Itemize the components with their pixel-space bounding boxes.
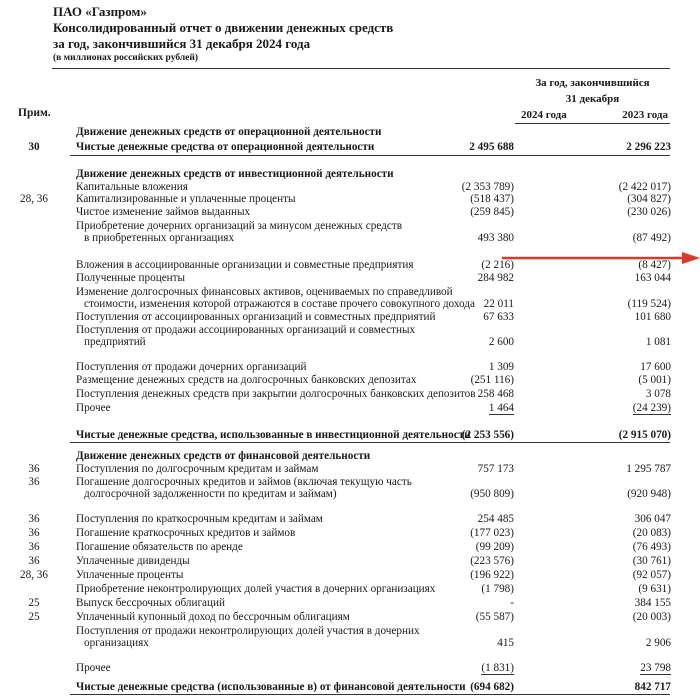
value-2023: 1 081: [645, 336, 671, 348]
value-2023: (119 524): [627, 298, 671, 310]
year-2023-header: 2023 года: [622, 109, 668, 121]
row-label: Погашение обязательств по аренде: [76, 541, 243, 553]
red-arrow-icon: [502, 252, 700, 264]
company-name: ПАО «Газпром»: [53, 4, 147, 19]
row-label: Поступления от продажи дочерних организаций: [76, 361, 307, 373]
value-2024: (259 845): [470, 206, 514, 218]
value-2024: 22 011: [483, 298, 514, 310]
note-ref: 36: [28, 476, 40, 488]
value-2023: 23 798: [640, 662, 671, 674]
units-note: (в миллионах российских рублей): [53, 53, 199, 63]
row-label: Выпуск бессрочных облигаций: [76, 597, 225, 609]
period-header-line1: За год, закончившийся: [535, 77, 650, 89]
note-column-header: Прим.: [18, 107, 51, 119]
note-ref: 28, 36: [20, 193, 48, 205]
value-2024: (1 798): [481, 583, 514, 595]
value-2024: 2 600: [488, 336, 514, 348]
value-2023: (24 239): [632, 402, 671, 414]
row-label: Погашение долгосрочных кредитов и займов (включая текущую часть долгосрочной задолженности по кредитам и займам): [76, 476, 412, 501]
row-label: Изменение долгосрочных финансовых активов, оцениваемых по справедливой стоимости, изменения которой отражаются в составе прочего совокупного дохода: [76, 286, 475, 311]
value-2023: 101 680: [634, 311, 671, 323]
value-2023: 306 047: [634, 513, 671, 525]
value-2024: (251 116): [470, 374, 514, 386]
row-label: Поступления от ассоциированных организаций и совместных предприятий: [76, 311, 436, 323]
row-label: Уплаченные дивиденды: [76, 555, 190, 567]
row-label: Полученные проценты: [76, 272, 186, 284]
note-ref: 36: [28, 555, 40, 567]
value-2024: (223 576): [470, 555, 514, 567]
note-ref: 25: [28, 611, 40, 623]
value-2023: 2 906: [645, 637, 671, 649]
value-2024: (2 216): [481, 259, 514, 271]
value-2023: 163 044: [634, 272, 671, 284]
value-2023: (5 001): [638, 374, 671, 386]
report-title: Консолидированный отчет о движении денежных средств: [53, 20, 394, 35]
investing-total-rule: [70, 442, 670, 443]
value-2023: (76 493): [632, 541, 671, 553]
row-label: Приобретение дочерних организаций за минусом денежных средств в приобретенных организациях: [76, 220, 402, 245]
value-2024: (1 831): [481, 662, 514, 674]
period-header-line2: 31 декабря: [565, 93, 620, 105]
value-2023: (230 026): [627, 206, 671, 218]
value-2023: 3 078: [645, 388, 671, 400]
year-header-row: [515, 109, 670, 124]
value-2023: 384 155: [634, 597, 671, 609]
row-label: Размещение денежных средств на долгосрочных банковских депозитах: [76, 374, 417, 386]
value-2024: (2 353 789): [461, 181, 514, 193]
financing-total-rule: [70, 694, 670, 695]
value-2024: (196 922): [470, 569, 514, 581]
note-ref: 28, 36: [20, 569, 48, 581]
value-2023: (92 057): [632, 569, 671, 581]
row-label: Прочее: [76, 662, 111, 674]
value-2024: (55 587): [475, 611, 514, 623]
value-2023: (9 631): [638, 583, 671, 595]
note-ref: 25: [28, 597, 40, 609]
operating-total-rule: [70, 155, 670, 156]
value-2023: (8 427): [638, 259, 671, 271]
value-2024: 415: [497, 637, 514, 649]
value-2024: 1 464: [488, 402, 514, 414]
row-label: Уплаченные проценты: [76, 569, 184, 581]
value-2024: 493 380: [477, 232, 514, 244]
row-label: Поступления по краткосрочным кредитам и займам: [76, 513, 323, 525]
row-label: Поступления по долгосрочным кредитам и займам: [76, 463, 319, 475]
row-label: Приобретение неконтролирующих долей участия в дочерних организациях: [76, 583, 436, 595]
value-2023: (20 003): [632, 611, 671, 623]
row-label: Поступления от продажи неконтролирующих долей участия в дочерних организациях: [76, 625, 420, 650]
row-label: Поступления денежных средств при закрытии долгосрочных банковских депозитов: [76, 388, 476, 400]
report-period: за год, закончившийся 31 декабря 2024 года: [53, 36, 311, 51]
value-2023: 17 600: [640, 361, 671, 373]
note-ref: 36: [28, 513, 40, 525]
row-label: Чистое изменение займов выданных: [76, 206, 251, 218]
value-2024: (950 809): [470, 488, 514, 500]
value-2024: -: [510, 597, 514, 609]
value-2023: (87 492): [632, 232, 671, 244]
value-2024: (518 437): [470, 193, 514, 205]
value-2024: (99 209): [475, 541, 514, 553]
row-label: Прочее: [76, 402, 111, 414]
value-2023: (304 827): [627, 193, 671, 205]
value-2023: (30 761): [632, 555, 671, 567]
row-label: Капитальные вложения: [76, 181, 188, 193]
value-2024: 254 485: [477, 513, 514, 525]
value-2024: 1 309: [488, 361, 514, 373]
value-2023: (2 422 017): [618, 181, 671, 193]
report-header: [53, 4, 393, 64]
value-2024: 757 173: [477, 463, 514, 475]
row-label: Поступления от продажи ассоциированных организаций и совместных предприятий: [76, 324, 416, 349]
value-2023: (20 083): [632, 527, 671, 539]
value-2023: (920 948): [627, 488, 671, 500]
row-label: Уплаченный купонный доход по бессрочным облигациям: [76, 611, 350, 623]
note-ref: 36: [28, 541, 40, 553]
header-divider: [52, 68, 670, 69]
note-ref: 36: [28, 527, 40, 539]
note-ref: 36: [28, 463, 40, 475]
row-label: Капитализированные и уплаченные проценты: [76, 193, 296, 205]
arrow-head: [682, 252, 700, 264]
value-2023: 1 295 787: [626, 463, 671, 475]
row-label: Вложения в ассоциированные организации и совместные предприятия: [76, 259, 414, 271]
year-2024-header: 2024 года: [521, 109, 567, 121]
value-2024: (177 023): [470, 527, 514, 539]
row-label: Погашение краткосрочных кредитов и займов: [76, 527, 296, 539]
value-2024: 258 468: [477, 388, 514, 400]
value-2024: 67 633: [483, 311, 514, 323]
value-2024: 284 982: [477, 272, 514, 284]
